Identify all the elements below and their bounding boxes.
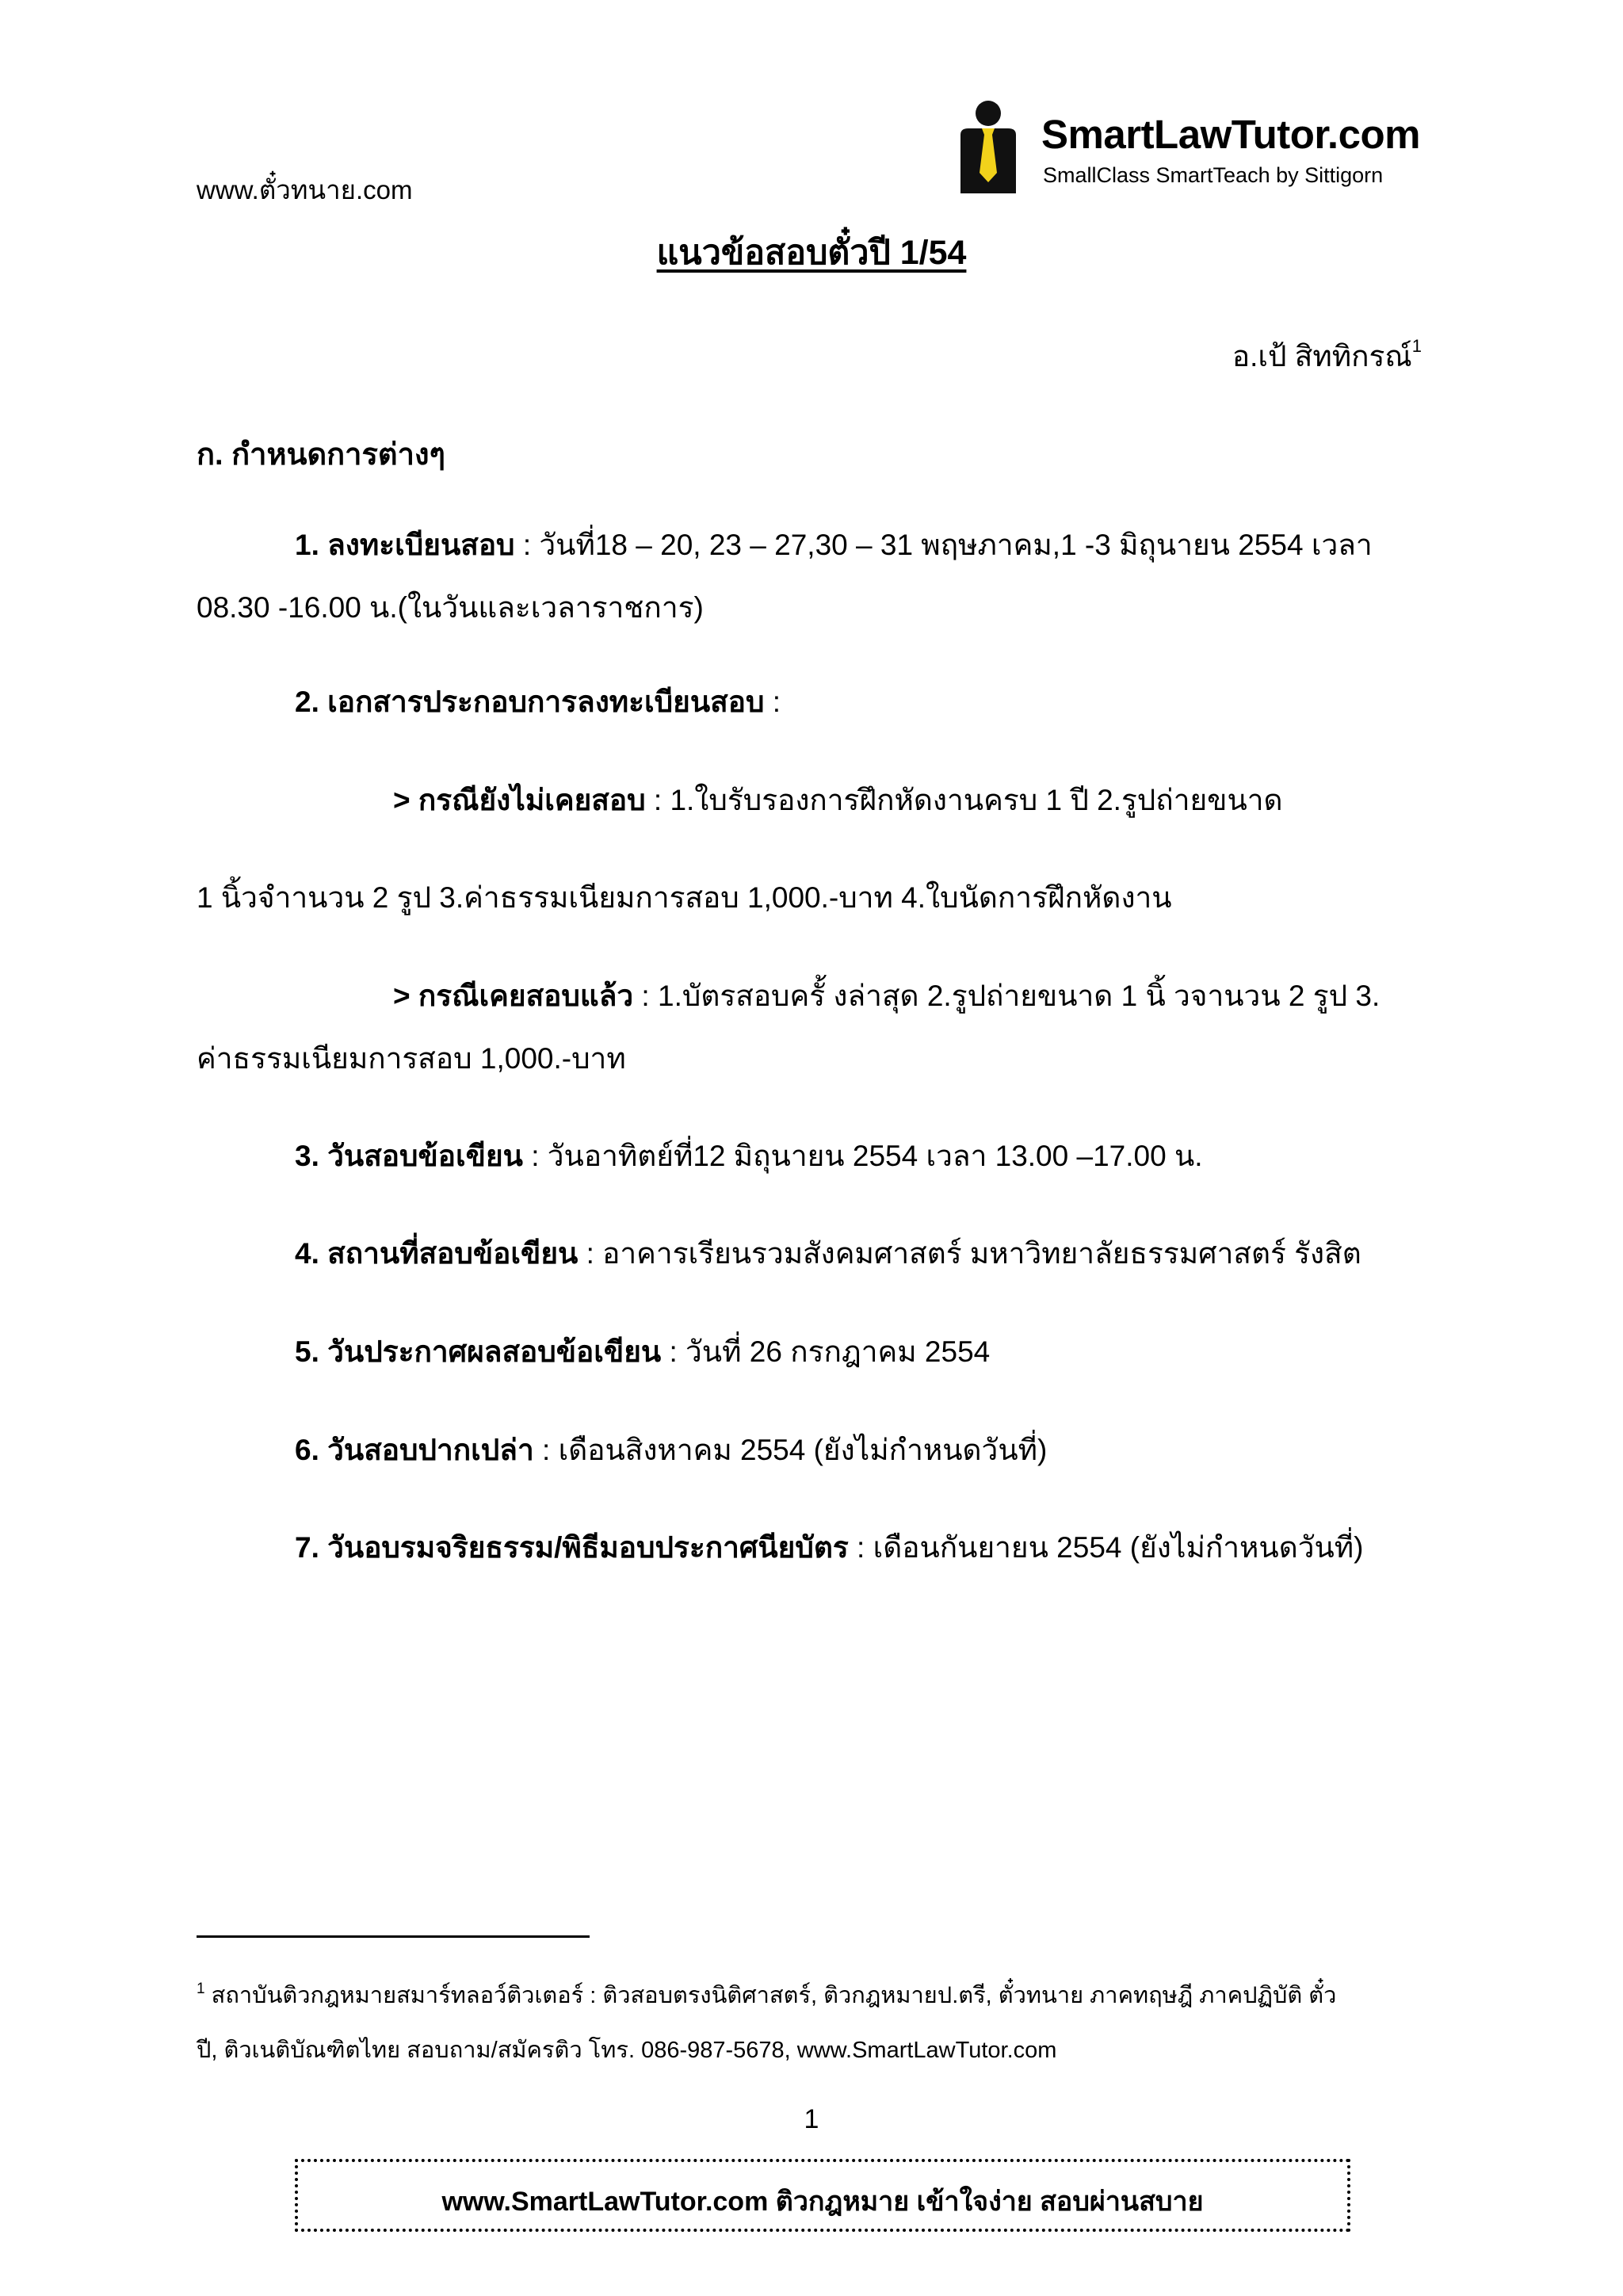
author (1232, 333, 1422, 380)
case-not-yet-line2: 1 นิ้วจำานวน 2 รูป 3.ค่าธรรมเนียมการสอบ 1,000.-บาท 4.ใบนัดการฝึกหัดงาน (197, 881, 1172, 914)
author-footnote-mark: 1 (1411, 336, 1422, 356)
case-taken-line1 (393, 972, 1380, 1019)
section-heading: ก. กำหนดการต่างๆ (197, 438, 445, 472)
item-4-text: : อาคารเรียนรวมสังคมศาสตร์ มหาวิทยาลัยธรรมศาสตร์ รังสิต (578, 1237, 1361, 1270)
footer-text: www.SmartLawTutor.com ติวกฎหมาย เข้าใจง่าย สอบผ่านสบาย (441, 2187, 1204, 2217)
author-name: อ.เป้ สิททิกรณ์ (1232, 340, 1412, 372)
case-taken-text: : 1.บัตรสอบครั้ งล่าสุด 2.รูปถ่ายขนาด 1 นิ้ วจานวน 2 รูป 3. (633, 980, 1381, 1012)
item-6-label: 6. วันสอบปากเปล่า (295, 1434, 534, 1466)
item-3-label: 3. วันสอบข้อเขียน (295, 1140, 523, 1172)
item-5 (295, 1328, 990, 1375)
item-5-label: 5. วันประกาศผลสอบข้อเขียน (295, 1335, 662, 1368)
item-7-label: 7. วันอบรมจริยธรรม/พิธีมอบประกาศนียบัตร (295, 1531, 849, 1564)
case-taken-label: > กรณีเคยสอบแล้ว (393, 980, 634, 1012)
logo (957, 100, 1433, 195)
item-6 (295, 1427, 1047, 1473)
item-2-suffix: : (764, 686, 781, 718)
footer-banner (295, 2159, 1350, 2232)
footnote-line1 (197, 1977, 1336, 2013)
item-6-text: : เดือนสิงหาคม 2554 (ยังไม่กำหนดวันที่) (533, 1434, 1048, 1466)
case-taken-line2: ค่าธรรมเนียมการสอบ 1,000.-บาท (197, 1042, 626, 1075)
item-1-line2: 08.30 -16.00 น.(ในวันและเวลาราชการ) (197, 591, 704, 624)
case-not-yet-label: > กรณียังไม่เคยสอบ (393, 784, 646, 816)
item-1-line1 (295, 521, 1373, 568)
page-title: แนวข้อสอบตั๋วปี 1/54 (656, 234, 967, 272)
footnote-mark: 1 (197, 1981, 205, 1997)
case-not-yet-text: : 1.ใบรับรองการฝึกหัดงานครบ 1 ปี 2.รูปถ่ายขนาด (645, 784, 1283, 816)
item-7 (295, 1524, 1364, 1571)
item-3-text: : วันอาทิตย์ที่12 มิถุนายน 2554 เวลา 13.00 –17.00 น. (522, 1140, 1203, 1172)
item-3 (295, 1133, 1203, 1179)
footnote-divider (197, 1935, 590, 1938)
page-number: 1 (804, 2104, 819, 2134)
item-5-text: : วันที่ 26 กรกฎาคม 2554 (661, 1335, 991, 1368)
footnote-text: สถาบันติวกฎหมายสมาร์ทลอว์ติวเตอร์ : ติวสอบตรงนิติศาสตร์, ติวกฎหมายป.ตรี, ตั๋วทนาย ภาคทฤษฎี ภาคปฏิบัติ ตั๋ว (204, 1983, 1337, 2008)
item-2 (295, 678, 781, 725)
item-1-text: : วันที่18 – 20, 23 – 27,30 – 31 พฤษภาคม,1 -3 มิถุนายน 2554 เวลา (514, 529, 1373, 561)
site-url[interactable]: www.ตั๋วทนาย.com (197, 175, 413, 204)
item-4 (295, 1230, 1361, 1277)
logo-tagline: SmallClass SmartTeach by Sittigorn (1043, 163, 1384, 187)
logo-name: SmartLawTutor.com (1041, 112, 1420, 157)
item-2-label: 2. เอกสารประกอบการลงทะเบียนสอบ (295, 686, 765, 718)
footnote-line2: ปี, ติวเนติบัณฑิตไทย สอบถาม/สมัครติว โทร. 086-987-5678, www.SmartLawTutor.com (197, 2038, 1057, 2063)
item-7-text: : เดือนกันยายน 2554 (ยังไม่กำหนดวันที่) (848, 1531, 1364, 1564)
item-4-label: 4. สถานที่สอบข้อเขียน (295, 1237, 579, 1270)
item-1-label: 1. ลงทะเบียนสอบ (295, 529, 515, 561)
person-tie-icon (957, 100, 1019, 193)
case-not-yet-line1 (393, 777, 1283, 823)
